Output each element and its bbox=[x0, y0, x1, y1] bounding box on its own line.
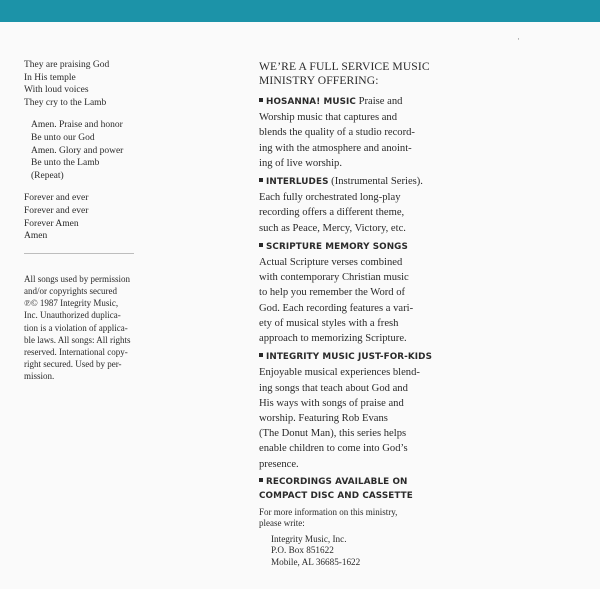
lyric-line: Forever Amen bbox=[24, 218, 79, 229]
section-text: Enjoyable musical experiences blend- bbox=[259, 367, 420, 379]
section-just-for-kids bbox=[259, 349, 433, 472]
square-bullet-icon bbox=[259, 98, 263, 102]
ministry-column bbox=[259, 60, 433, 569]
copyright-line: tion is a violation of applica- bbox=[24, 322, 128, 333]
contact-line: For more information on this ministry, bbox=[259, 506, 398, 517]
square-bullet-icon bbox=[259, 178, 263, 182]
section-label: INTERLUDES bbox=[266, 177, 329, 188]
top-color-band bbox=[0, 0, 600, 22]
section-text: His ways with songs of praise and bbox=[259, 397, 404, 409]
copyright-line: reserved. International copy- bbox=[24, 346, 128, 357]
copyright-line: ble laws. All songs: All rights bbox=[24, 334, 131, 345]
section-label: HOSANNA! MUSIC bbox=[266, 97, 356, 107]
section-text: such as Peace, Mercy, Victory, etc. bbox=[259, 222, 406, 234]
copyright-line: mission. bbox=[24, 371, 55, 382]
lyric-line: (Repeat) bbox=[31, 170, 64, 181]
lyric-line: In His temple bbox=[24, 72, 76, 83]
lyric-line: Forever and ever bbox=[24, 205, 89, 216]
lyrics-column bbox=[24, 59, 136, 383]
section-text: God. Each recording features a vari- bbox=[259, 302, 414, 314]
copyright-line: ℗© 1987 Integrity Music, bbox=[24, 298, 119, 309]
section-text: ing of live worship. bbox=[259, 157, 342, 169]
section-text: approach to memorizing Scripture. bbox=[259, 333, 407, 345]
square-bullet-icon bbox=[259, 478, 263, 482]
section-text: ing with the atmosphere and anoint- bbox=[259, 142, 412, 154]
section-label: COMPACT DISC AND CASSETTE bbox=[259, 490, 413, 501]
lyric-line: Forever and ever bbox=[24, 193, 89, 204]
address-line: Mobile, AL 36685-1622 bbox=[271, 557, 361, 568]
print-speck: · bbox=[517, 34, 520, 44]
section-text: recording offers a different theme, bbox=[259, 207, 405, 219]
lyric-stanza-2 bbox=[31, 119, 136, 182]
section-recordings-available bbox=[259, 475, 424, 503]
square-bullet-icon bbox=[259, 353, 263, 357]
section-text: (Instrumental Series). bbox=[328, 176, 423, 188]
section-label: SCRIPTURE MEMORY SONGS bbox=[266, 241, 408, 252]
copyright-line: and/or copyrights secured bbox=[24, 285, 117, 296]
lyric-line: Amen bbox=[24, 231, 48, 242]
copyright-line: right secured. Used by per- bbox=[24, 359, 122, 370]
lyric-line: Amen. Glory and power bbox=[31, 145, 124, 156]
address-line: Integrity Music, Inc. bbox=[271, 533, 347, 544]
section-text: Worship music that captures and bbox=[259, 112, 398, 124]
section-scripture-memory-songs bbox=[259, 239, 424, 346]
section-text: Each fully orchestrated long-play bbox=[259, 192, 401, 204]
section-text: with contemporary Christian music bbox=[259, 272, 409, 284]
section-text: presence. bbox=[259, 458, 299, 470]
divider-rule bbox=[24, 253, 134, 254]
section-text: to help you remember the Word of bbox=[259, 287, 406, 299]
section-label: INTEGRITY MUSIC JUST-FOR-KIDS bbox=[266, 352, 433, 363]
copyright-line: All songs used by permission bbox=[24, 273, 131, 284]
square-bullet-icon bbox=[259, 243, 263, 247]
contact-line: please write: bbox=[259, 518, 305, 529]
section-text: Actual Scripture verses combined bbox=[259, 257, 403, 269]
lyric-line: Be unto our God bbox=[31, 132, 95, 143]
ministry-heading bbox=[259, 60, 430, 88]
copyright-line: Inc. Unauthorized duplica- bbox=[24, 310, 121, 321]
address-line: P.O. Box 851622 bbox=[271, 545, 334, 556]
section-text: (The Donut Man), this series helps bbox=[259, 428, 407, 440]
section-text: ety of musical styles with a fresh bbox=[259, 317, 399, 329]
section-text: enable children to come into God’s bbox=[259, 443, 408, 455]
section-text: worship. Featuring Rob Evans bbox=[259, 413, 388, 425]
section-text: Praise and bbox=[355, 96, 403, 107]
lyric-stanza-3 bbox=[24, 192, 136, 242]
lyric-line: They cry to the Lamb bbox=[24, 97, 107, 108]
lyric-line: With loud voices bbox=[24, 85, 89, 96]
section-label: RECORDINGS AVAILABLE ON bbox=[266, 476, 408, 487]
lyric-line: They are praising God bbox=[24, 60, 110, 70]
contact-info bbox=[259, 507, 424, 569]
copyright-notice bbox=[24, 273, 136, 383]
section-text: ing songs that teach about God and bbox=[259, 382, 408, 394]
mailing-address bbox=[271, 534, 424, 569]
lyric-line: Be unto the Lamb bbox=[31, 158, 100, 169]
heading-line: MINISTRY OFFERING: bbox=[259, 74, 379, 87]
section-text: blends the quality of a studio record- bbox=[259, 127, 415, 139]
heading-line: WE’RE A FULL SERVICE MUSIC bbox=[259, 60, 430, 73]
section-interludes bbox=[259, 174, 424, 236]
lyric-stanza-1 bbox=[24, 59, 136, 109]
lyric-line: Amen. Praise and honor bbox=[31, 120, 123, 131]
section-hosanna-music bbox=[259, 94, 424, 171]
